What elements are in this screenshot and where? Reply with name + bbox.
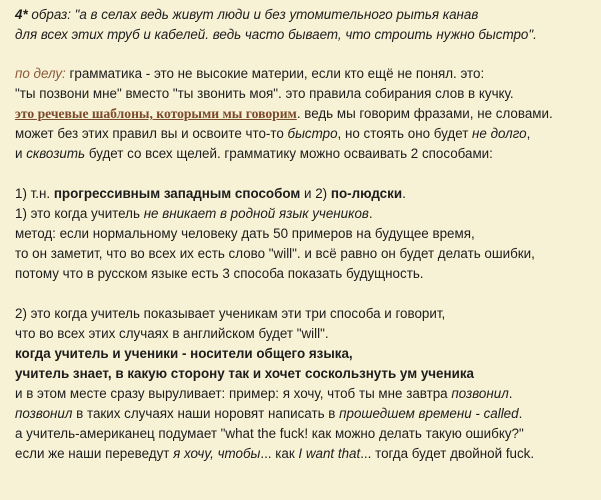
- emphasis: позвонил: [15, 406, 73, 421]
- speech-patterns-link[interactable]: это речевые шаблоны, которыми мы говорим: [15, 106, 297, 121]
- line-8: [15, 185, 406, 203]
- item-number: 4*: [15, 7, 28, 22]
- text-segment: 1) это когда учитель: [15, 206, 144, 221]
- section-label: по делу:: [15, 66, 66, 81]
- line-text: 2) это когда учитель показывает ученикам эти три способа и говорит,: [15, 306, 446, 321]
- text-segment: и: [15, 146, 27, 161]
- line-3: [15, 65, 484, 83]
- text-segment: и 2): [300, 186, 331, 201]
- line-18: [15, 405, 522, 423]
- line-9: [15, 205, 373, 223]
- line-text: метод: если нормальному человеку дать 50 примеров на будущее время,: [15, 226, 475, 241]
- line-6: [15, 125, 530, 143]
- line-text: потому что в русском языке есть 3 способа показать будущность.: [15, 266, 424, 281]
- line-text: грамматика - это не высокие материи, если кто ещё не понял. это:: [65, 66, 485, 81]
- line-text: то он заметит, что во всех их есть слово "will". и всё равно он будет делать ошибки,: [15, 246, 535, 261]
- line-1: [15, 6, 478, 24]
- emphasis: не вникает в родной язык учеников: [143, 206, 369, 221]
- line-15: [15, 345, 353, 363]
- bold-line: когда учитель и ученики - носители общего языка,: [15, 346, 353, 361]
- text-segment: 1) т.н.: [15, 186, 54, 201]
- line-4: [15, 85, 514, 103]
- emphasis: не долго: [472, 126, 527, 141]
- line-11: [15, 245, 535, 263]
- emphasis: быстро: [287, 126, 338, 141]
- line-14: [15, 325, 329, 343]
- text-segment: ... тогда будет двойной fuck.: [360, 446, 535, 461]
- text-segment: может без этих правил вы и освоите что-то: [15, 126, 288, 141]
- text-segment: в таких случаях наши норовят написать в: [72, 406, 340, 421]
- line-20: [15, 445, 534, 463]
- line-13: [15, 305, 445, 323]
- emphasis: I want that: [298, 446, 361, 461]
- line-text: а учитель-американец подумает "what the fuck! как можно делать такую ошибку?": [15, 426, 524, 441]
- text-segment: ,: [526, 126, 531, 141]
- line-10: [15, 225, 475, 243]
- line-text: . ведь мы говорим фразами, не словами.: [296, 106, 553, 121]
- text-segment: будет со всех щелей. грамматику можно осваивать 2 способами:: [85, 146, 493, 161]
- emphasis: я хочу, чтобы: [173, 446, 261, 461]
- text-segment: .: [368, 206, 373, 221]
- text-segment: , но стоять оно будет: [337, 126, 473, 141]
- line-12: [15, 265, 424, 283]
- line-16: [15, 365, 474, 383]
- text-segment: ... как: [260, 446, 299, 461]
- bold-line: учитель знает, в какую сторону так и хочет соскользнуть ум ученика: [15, 366, 474, 381]
- emphasis: прошедшем времени - called: [339, 406, 519, 421]
- line-5: [15, 105, 553, 123]
- line-text: что во всех этих случаях в английском будет "will".: [15, 326, 329, 341]
- line-17: [15, 385, 512, 403]
- line-text: "ты позвони мне" вместо "ты звонить моя". это правила собирания слов в кучку.: [15, 86, 514, 101]
- bold-phrase: прогрессивным западным способом: [53, 186, 301, 201]
- quote-text: для всех этих труб и кабелей. ведь часто бывает, что строить нужно быстро".: [15, 27, 537, 42]
- quote-text: "а в селах ведь живут люди и без утомительного рытья канав: [74, 7, 479, 22]
- text-segment: .: [508, 386, 513, 401]
- line-label: образ:: [27, 7, 75, 22]
- line-19: [15, 425, 524, 443]
- line-7: [15, 145, 493, 163]
- text-segment: и в этом месте сразу выруливает: пример: я хочу, чтоб ты мне завтра: [15, 386, 452, 401]
- text-segment: .: [402, 186, 406, 201]
- emphasis: сквозить: [26, 146, 86, 161]
- text-segment: .: [518, 406, 523, 421]
- bold-phrase: по-людски: [330, 186, 403, 201]
- emphasis: позвонил: [451, 386, 509, 401]
- text-segment: если же наши переведут: [15, 446, 174, 461]
- line-2: [15, 26, 537, 44]
